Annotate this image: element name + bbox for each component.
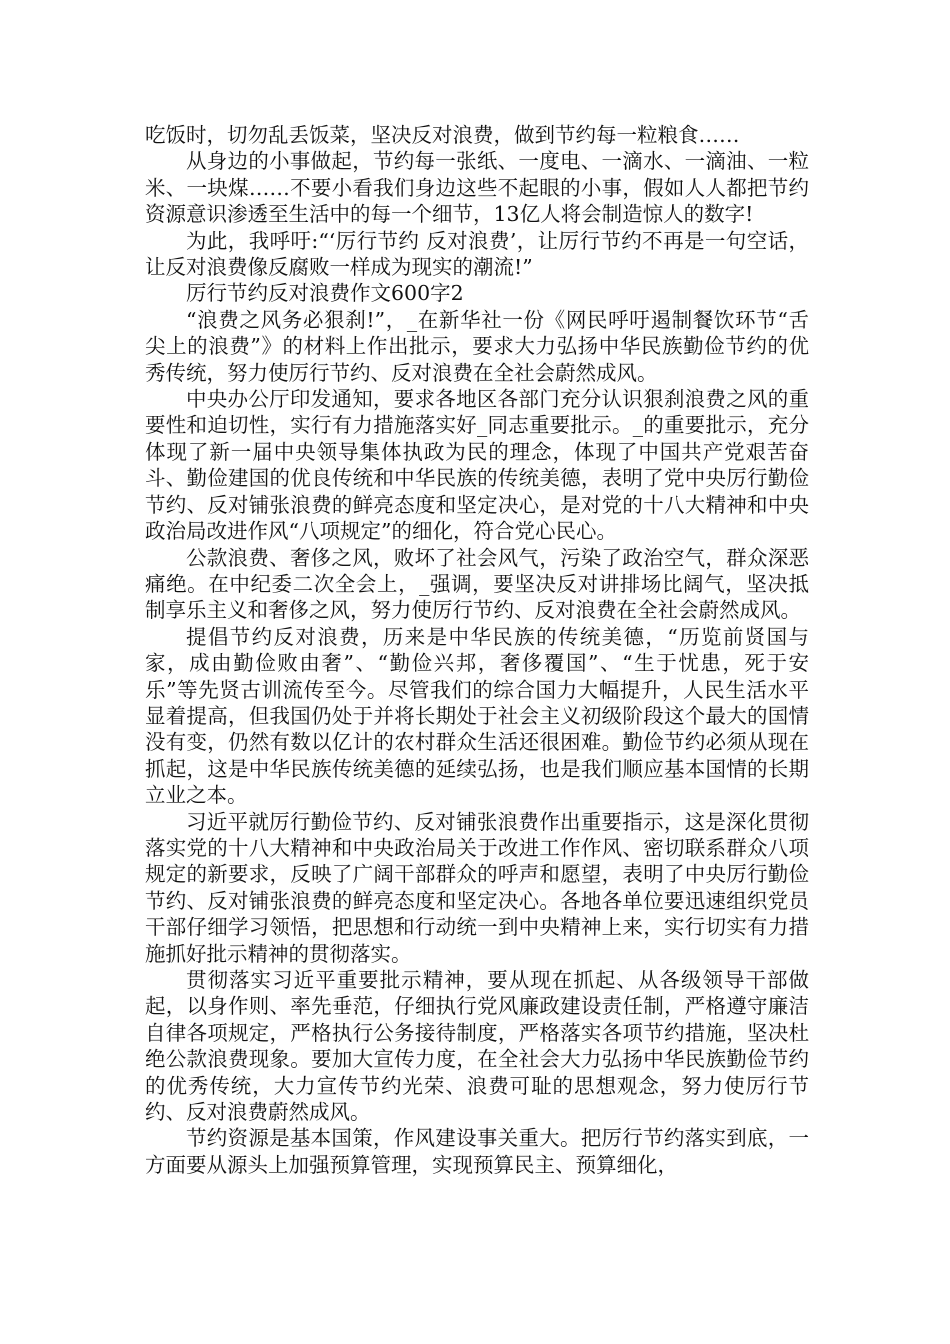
paragraph-5: “浪费之风务必狠刹!”，_在新华社一份《网民呼吁遏制餐饮环节“舌尖上的浪费”》的材料上作出批示，要求大力弘扬中华民族勤俭节约的优秀传统，努力使厉行节约、反对浪费在全社会蔚然成风。 xyxy=(145,307,809,385)
paragraph-10: 贯彻落实习近平重要批示精神，要从现在抓起、从各级领导干部做起，以身作则、率先垂范，仔细执行党风廉政建设责任制，严格遵守廉洁自律各项规定，严格执行公务接待制度，严格落实各项节约措施，坚决杜绝公款浪费现象。要加大宣传力度，在全社会大力弘扬中华民族勤俭节约的优秀传统，大力宣传节约光荣、浪费可耻的思想观念，努力使厉行节约、反对浪费蔚然成风。 xyxy=(145,968,809,1125)
paragraph-3: 为此，我呼吁:“‘厉行节约 反对浪费’，让厉行节约不再是一句空话，让反对浪费像反腐败一样成为现实的潮流!” xyxy=(145,228,809,280)
document-body xyxy=(145,122,809,1178)
paragraph-6: 中央办公厅印发通知，要求各地区各部门充分认识狠刹浪费之风的重要性和迫切性，实行有力措施落实好_同志重要批示。_的重要批示，充分体现了新一届中央领导集体执政为民的理念，体现了中国共产党艰苦奋斗、勤俭建国的优良传统和中华民族的传统美德，表明了党中央厉行勤俭节约、反对铺张浪费的鲜亮态度和坚定决心，是对党的十八大精神和中央政治局改进作风“八项规定”的细化，符合党心民心。 xyxy=(145,387,809,544)
paragraph-8: 提倡节约反对浪费，历来是中华民族的传统美德，“历览前贤国与家，成由勤俭败由奢”、“勤俭兴邦，奢侈覆国”、“生于忧患，死于安乐”等先贤古训流传至今。尽管我们的综合国力大幅提升，人民生活水平显着提高，但我国仍处于并将长期处于社会主义初级阶段这个最大的国情没有变，仍然有数以亿计的农村群众生活还很困难。勤俭节约必须从现在抓起，这是中华民族传统美德的延续弘扬，也是我们顺应基本国情的长期立业之本。 xyxy=(145,624,809,808)
paragraph-11: 节约资源是基本国策，作风建设事关重大。把厉行节约落实到底，一方面要从源头上加强预算管理，实现预算民主、预算细化， xyxy=(145,1126,809,1177)
paragraph-9: 习近平就厉行勤俭节约、反对铺张浪费作出重要指示，这是深化贯彻落实党的十八大精神和中央政治局关于改进工作作风、密切联系群众八项规定的新要求，反映了广阔干部群众的呼声和愿望，表明了中央厉行勤俭节约、反对铺张浪费的鲜亮态度和坚定决心。各地各单位要迅速组织党员干部仔细学习领悟，把思想和行动统一到中央精神上来，实行切实有力措施抓好批示精神的贯彻落实。 xyxy=(145,809,809,966)
paragraph-2: 从身边的小事做起，节约每一张纸、一度电、一滴水、一滴油、一粒米、一块煤……不要小看我们身边这些不起眼的小事，假如人人都把节约资源意识渗透至生活中的每一个细节，13亿人将会制造惊人的数字! xyxy=(145,149,809,227)
paragraph-1: 吃饭时，切勿乱丢饭菜，坚决反对浪费，做到节约每一粒粮食…… xyxy=(145,123,740,147)
section-heading: 厉行节约反对浪费作文600字2 xyxy=(186,281,464,306)
paragraph-7: 公款浪费、奢侈之风，败坏了社会风气，污染了政治空气，群众深恶痛绝。在中纪委二次全会上，_强调，要坚决反对讲排场比阔气，坚决抵制享乐主义和奢侈之风，努力使厉行节约、反对浪费在全社会蔚然成风。 xyxy=(145,545,809,623)
